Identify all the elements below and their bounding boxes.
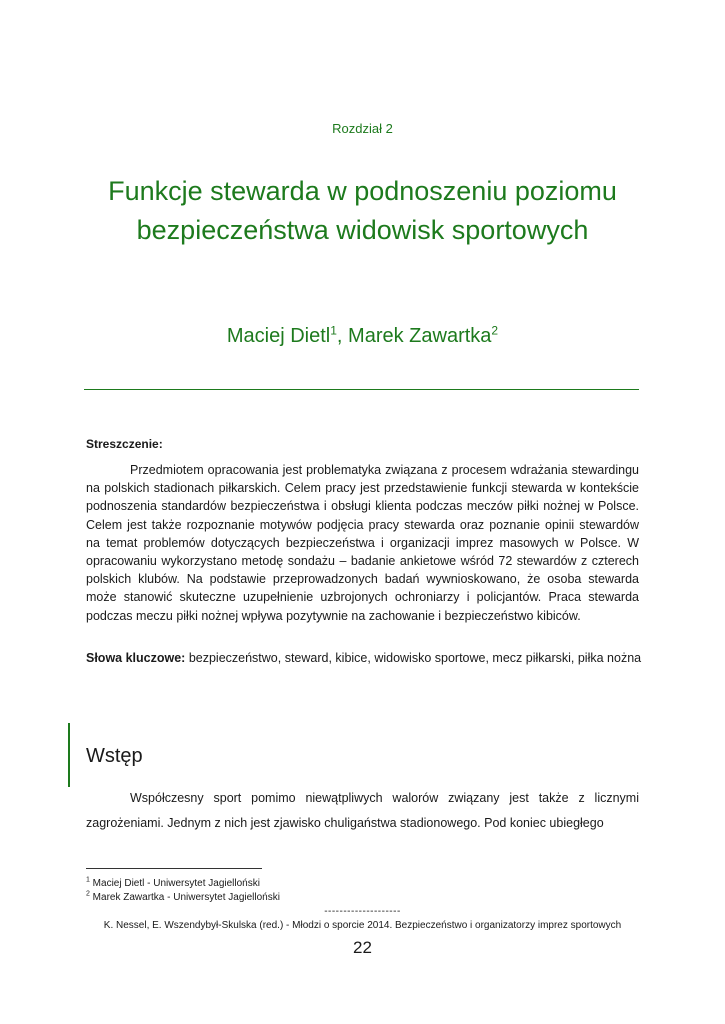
author-name: Maciej Dietl — [226, 325, 331, 347]
keywords — [86, 649, 646, 667]
keywords-list: bezpieczeństwo, steward, kibice, widowisko sportowe, mecz piłkarski, piłka nożna — [185, 651, 642, 665]
keywords-label: Słowa kluczowe: — [86, 651, 186, 665]
footnote-text: Marek Zawartka - Uniwersytet Jagielloński — [89, 892, 280, 903]
section-marker-bar — [68, 723, 70, 787]
page-number: 22 — [353, 938, 372, 957]
abstract-body: Przedmiotem opracowania jest problematyka związana z procesem wdrażania stewardingu na polskich stadionach piłkarskich. Celem pracy jest przedstawienie funkcji stewarda w kontekście podnoszenia standardów bezpieczeństwa i obsługi klienta podczas meczów piłki nożnej w Polsce. Celem jest także rozpoznanie motywów podjęcia pracy stewarda oraz poznanie opinii stewardów na temat problemów dotyczących bezpieczeństwa i organizacji imprez masowych w Polsce. W opracowaniu wykorzystano metodę sondażu – badanie ankietowe wśród 72 stewardów z czterech polskich klubów. Na podstawie przeprowadzonych badań wywnioskowano, że osoba stewarda może stanowić skuteczne uzupełnienie uzbrojonych ochroniarzy i policjantów. Praca stewarda podczas meczu piłki nożnej wpływa pozytywnie na zachowanie i bezpieczeństwo kibiców. — [86, 463, 639, 623]
authors — [0, 325, 725, 348]
footnote-marker: 1 — [330, 323, 337, 338]
footnote-marker: 2 — [491, 323, 499, 338]
footnote-divider — [86, 868, 262, 869]
footnote-number: 1 — [86, 876, 90, 884]
footnote — [86, 877, 260, 890]
footnote — [86, 891, 280, 904]
section-title: Wstęp — [86, 745, 143, 767]
footnote-text: Maciej Dietl - Uniwersytet Jagielloński — [89, 878, 260, 889]
footer-citation: K. Nessel, E. Wszendybył-Skulska (red.) - Młodzi o sporcie 2014. Bezpieczeństwo i organizatorzy imprez sportowych — [103, 920, 622, 931]
section-body: Współczesny sport pomimo niewątpliwych walorów związany jest także z licznymi zagrożeniami. Jednym z nich jest zjawisko chuligaństwa stadionowego. Pod koniec ubiegłego — [86, 791, 639, 830]
title-divider — [84, 389, 639, 390]
author-name: Marek Zawartka — [348, 325, 492, 347]
abstract-heading: Streszczenie: — [86, 437, 163, 451]
footnote-number: 2 — [86, 890, 90, 898]
chapter-label: Rozdział 2 — [332, 121, 393, 136]
footer-separator: -------------------- — [324, 906, 401, 917]
chapter-title: Funkcje stewarda w podnoszeniu poziomu bezpieczeństwa widowisk sportowych — [108, 176, 617, 245]
author-separator: , — [336, 325, 349, 347]
